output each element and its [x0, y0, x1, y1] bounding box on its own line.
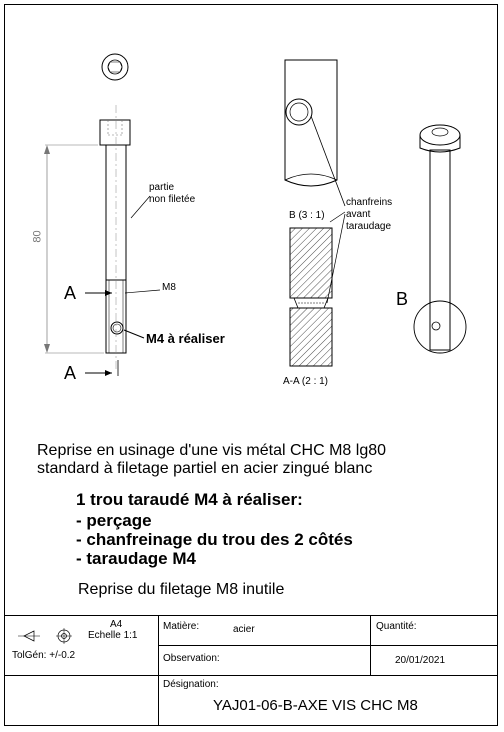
tb-scale: Echelle 1:1 [88, 630, 138, 641]
note-footer: Reprise du filetage M8 inutile [78, 581, 285, 598]
tb-vline-1 [158, 615, 159, 726]
note-line-1: Reprise en usinage d'une vis métal CHC M8 lg80 [37, 442, 387, 459]
label-chanfreins: chanfreins [346, 197, 393, 208]
dimension-value: 80 [31, 230, 44, 243]
tb-designation-label: Désignation: [163, 679, 219, 690]
tb-observation-label: Observation: [163, 653, 220, 664]
tb-hline-2 [4, 675, 498, 676]
label-non-filetee: non filetée [149, 194, 196, 205]
tb-matiere-value: acier [233, 624, 255, 635]
tb-hline-1 [158, 645, 498, 646]
tb-matiere-label: Matière: [163, 621, 200, 632]
section-letter-a-top: A [64, 283, 77, 303]
note-line-2: standard à filetage partiel en acier zingué blanc [37, 460, 373, 477]
tb-tolerance: TolGén: +/-0.2 [12, 650, 76, 661]
tb-designation-value: YAJ01-06-B-AXE VIS CHC M8 [213, 697, 418, 714]
screw-view-b [414, 125, 466, 353]
section-arrows [85, 293, 118, 376]
detail-letter-b: B [396, 289, 409, 309]
tb-format: A4 [110, 619, 123, 630]
tb-date: 20/01/2021 [395, 655, 446, 666]
section-letter-a-bottom: A [64, 363, 77, 383]
detail-b-view [285, 60, 345, 206]
note-bold-3: - chanfreinage du trou des 2 côtés [76, 530, 353, 549]
label-partie: partie [149, 182, 175, 193]
note-bold-1: 1 trou taraudé M4 à réaliser: [76, 490, 303, 509]
label-avant: avant [346, 209, 371, 220]
detail-b-title: B (3 : 1) [289, 210, 325, 221]
tb-quantite-label: Quantité: [376, 621, 417, 632]
section-aa-title: A-A (2 : 1) [283, 376, 329, 387]
section-aa-view [290, 212, 345, 366]
top-view-head [102, 54, 128, 80]
note-bold-4: - taraudage M4 [76, 549, 196, 568]
label-taraudage: taraudage [346, 221, 392, 232]
note-bold-2: - perçage [76, 511, 152, 530]
dimension-80 [44, 145, 104, 353]
label-m4-a-realiser: M4 à réaliser [146, 331, 225, 346]
label-m8: M8 [162, 282, 176, 293]
